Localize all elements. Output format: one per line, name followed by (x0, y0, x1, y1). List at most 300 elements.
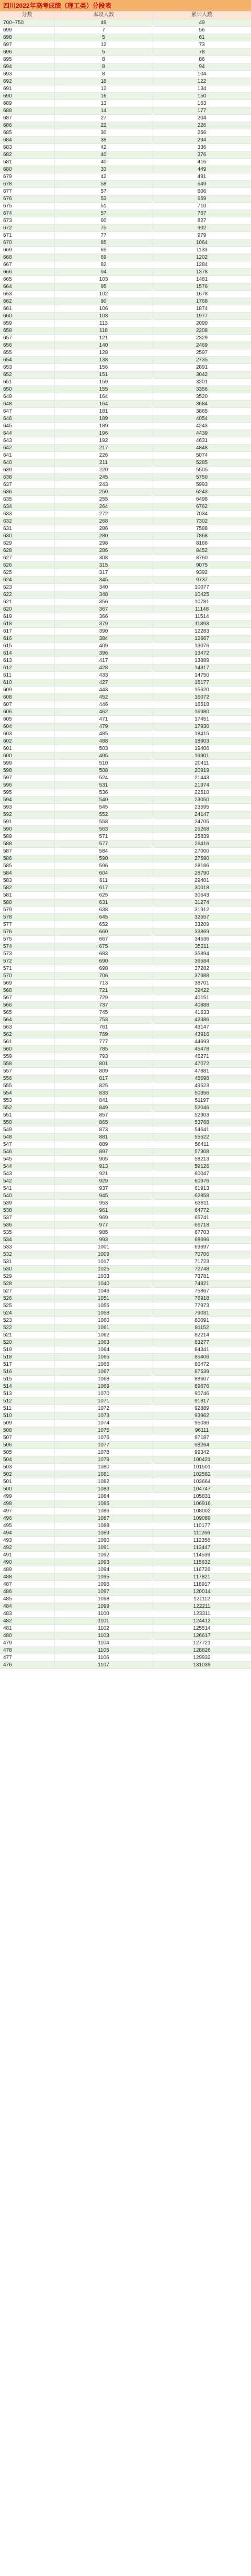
table-row (0, 583, 251, 591)
cumulative-count-cell: 3042 (153, 371, 251, 378)
segment-count-cell: 308 (54, 554, 153, 561)
score-cell: 540 (0, 1192, 54, 1199)
table-row (0, 928, 251, 935)
table-row (0, 1573, 251, 1580)
segment-count-cell: 969 (54, 1214, 153, 1221)
column-header-cumulative-count: 累计人数 (153, 12, 251, 19)
segment-count-cell: 849 (54, 1104, 153, 1111)
segment-count-cell: 82 (54, 261, 153, 268)
score-cell: 680 (0, 165, 54, 173)
segment-count-cell: 1063 (54, 1339, 153, 1346)
score-cell: 604 (0, 723, 54, 730)
segment-count-cell: 1055 (54, 1302, 153, 1309)
table-row (0, 1331, 251, 1339)
table-row (0, 1207, 251, 1214)
cumulative-count-cell: 84341 (153, 1346, 251, 1353)
table-row (0, 1119, 251, 1126)
cumulative-count-cell: 115632 (153, 1558, 251, 1566)
cumulative-count-cell: 50356 (153, 1089, 251, 1097)
table-row (0, 407, 251, 415)
table-row (0, 107, 251, 114)
segment-count-cell: 604 (54, 869, 153, 877)
score-cell: 699 (0, 26, 54, 34)
cumulative-count-cell: 7868 (153, 532, 251, 539)
table-row (0, 385, 251, 393)
table-row (0, 1602, 251, 1610)
score-cell: 610 (0, 679, 54, 686)
table-row (0, 1280, 251, 1287)
segment-count-cell: 1107 (54, 1661, 153, 1668)
segment-count-cell: 140 (54, 341, 153, 349)
table-row (0, 1317, 251, 1324)
score-cell: 648 (0, 400, 54, 407)
table-row (0, 547, 251, 554)
segment-count-cell: 243 (54, 481, 153, 488)
table-row (0, 862, 251, 869)
cumulative-count-cell: 6498 (153, 495, 251, 503)
table-row (0, 481, 251, 488)
score-cell: 563 (0, 1023, 54, 1031)
table-row (0, 349, 251, 356)
cumulative-count-cell: 113447 (153, 1544, 251, 1551)
table-row (0, 1661, 251, 1668)
cumulative-count-cell: 31274 (153, 899, 251, 906)
cumulative-count-cell: 659 (153, 195, 251, 202)
table-row (0, 1060, 251, 1067)
segment-count-cell: 345 (54, 576, 153, 583)
cumulative-count-cell: 5993 (153, 481, 251, 488)
table-row (0, 451, 251, 459)
score-cell: 678 (0, 180, 54, 187)
segment-count-cell: 113 (54, 319, 153, 327)
cumulative-count-cell: 43147 (153, 1023, 251, 1031)
cumulative-count-cell: 53768 (153, 1119, 251, 1126)
segment-count-cell: 1103 (54, 1632, 153, 1639)
table-row (0, 1566, 251, 1573)
score-cell: 690 (0, 92, 54, 99)
score-cell: 488 (0, 1573, 54, 1580)
cumulative-count-cell: 11893 (153, 620, 251, 627)
table-row (0, 847, 251, 855)
segment-count-cell: 1101 (54, 1617, 153, 1624)
table-row (0, 78, 251, 85)
segment-count-cell: 1082 (54, 1478, 153, 1485)
table-row (0, 935, 251, 943)
segment-count-cell: 508 (54, 767, 153, 774)
score-cell: 683 (0, 143, 54, 151)
cumulative-count-cell: 73781 (153, 1273, 251, 1280)
cumulative-count-cell: 35894 (153, 950, 251, 957)
cumulative-count-cell: 33209 (153, 921, 251, 928)
cumulative-count-cell: 1481 (153, 275, 251, 283)
table-row (0, 671, 251, 679)
table-row (0, 693, 251, 701)
score-cell: 643 (0, 437, 54, 444)
table-row (0, 972, 251, 979)
cumulative-count-cell: 30643 (153, 891, 251, 899)
table-row (0, 532, 251, 539)
table-row (0, 1053, 251, 1060)
segment-count-cell: 1046 (54, 1287, 153, 1295)
table-row (0, 187, 251, 195)
segment-count-cell: 1066 (54, 1361, 153, 1368)
score-cell: 544 (0, 1163, 54, 1170)
table-row (0, 341, 251, 349)
score-cell: 599 (0, 759, 54, 767)
segment-count-cell: 462 (54, 708, 153, 715)
score-cell: 564 (0, 1016, 54, 1023)
table-row (0, 635, 251, 642)
cumulative-count-cell: 18415 (153, 730, 251, 737)
cumulative-count-cell: 108002 (153, 1507, 251, 1514)
table-row (0, 1001, 251, 1009)
segment-count-cell: 159 (54, 378, 153, 385)
cumulative-count-cell: 63811 (153, 1199, 251, 1207)
score-cell: 489 (0, 1566, 54, 1573)
score-cell: 689 (0, 99, 54, 107)
table-row (0, 715, 251, 723)
table-row (0, 1031, 251, 1038)
table-row (0, 598, 251, 605)
score-cell: 693 (0, 70, 54, 78)
score-cell: 618 (0, 620, 54, 627)
cumulative-count-cell: 134 (153, 85, 251, 92)
score-cell: 677 (0, 187, 54, 195)
segment-count-cell: 857 (54, 1111, 153, 1119)
score-cell: 669 (0, 246, 54, 253)
cumulative-count-cell: 54641 (153, 1126, 251, 1133)
score-cell: 626 (0, 561, 54, 569)
segment-count-cell: 545 (54, 803, 153, 811)
segment-count-cell: 793 (54, 1053, 153, 1060)
score-cell: 665 (0, 275, 54, 283)
table-row (0, 1045, 251, 1053)
cumulative-count-cell: 40888 (153, 1001, 251, 1009)
segment-count-cell: 785 (54, 1045, 153, 1053)
cumulative-count-cell: 14317 (153, 664, 251, 671)
cumulative-count-cell: 767 (153, 209, 251, 217)
segment-count-cell: 631 (54, 899, 153, 906)
score-cell: 668 (0, 253, 54, 261)
score-cell: 554 (0, 1089, 54, 1097)
segment-count-cell: 833 (54, 1089, 153, 1097)
score-cell: 519 (0, 1346, 54, 1353)
score-cell: 497 (0, 1507, 54, 1514)
score-cell: 515 (0, 1375, 54, 1383)
score-cell: 550 (0, 1119, 54, 1126)
table-row (0, 473, 251, 481)
segment-count-cell: 865 (54, 1119, 153, 1126)
segment-count-cell: 801 (54, 1060, 153, 1067)
table-row (0, 1514, 251, 1522)
score-cell: 600 (0, 752, 54, 759)
cumulative-count-cell: 88607 (153, 1375, 251, 1383)
table-row (0, 1412, 251, 1419)
segment-count-cell: 897 (54, 1148, 153, 1155)
table-body (0, 19, 251, 1668)
table-row (0, 1148, 251, 1155)
score-cell: 619 (0, 613, 54, 620)
score-cell: 577 (0, 921, 54, 928)
segment-count-cell: 272 (54, 510, 153, 517)
segment-count-cell: 69 (54, 253, 153, 261)
segment-count-cell: 298 (54, 539, 153, 547)
score-distribution-table (0, 12, 251, 1669)
table-row (0, 745, 251, 752)
cumulative-count-cell: 127721 (153, 1639, 251, 1646)
segment-count-cell: 638 (54, 906, 153, 913)
cumulative-count-cell: 47881 (153, 1067, 251, 1075)
table-row (0, 1104, 251, 1111)
score-cell: 531 (0, 1258, 54, 1265)
table-row (0, 444, 251, 451)
cumulative-count-cell: 163 (153, 99, 251, 107)
segment-count-cell: 409 (54, 642, 153, 649)
cumulative-count-cell: 979 (153, 231, 251, 239)
segment-count-cell: 30 (54, 129, 153, 136)
segment-count-cell: 1092 (54, 1551, 153, 1558)
score-cell: 481 (0, 1624, 54, 1632)
cumulative-count-cell: 3865 (153, 407, 251, 415)
cumulative-count-cell: 376 (153, 151, 251, 158)
table-row (0, 422, 251, 429)
score-cell: 597 (0, 774, 54, 781)
score-cell: 495 (0, 1522, 54, 1529)
cumulative-count-cell: 74821 (153, 1280, 251, 1287)
segment-count-cell: 356 (54, 598, 153, 605)
cumulative-count-cell: 10425 (153, 591, 251, 598)
score-cell: 629 (0, 539, 54, 547)
segment-count-cell: 1098 (54, 1595, 153, 1602)
segment-count-cell: 552 (54, 811, 153, 818)
score-cell: 553 (0, 1097, 54, 1104)
score-cell: 591 (0, 818, 54, 825)
table-row (0, 605, 251, 613)
cumulative-count-cell: 15177 (153, 679, 251, 686)
cumulative-count-cell: 68696 (153, 1236, 251, 1243)
cumulative-count-cell: 111266 (153, 1529, 251, 1536)
score-cell: 606 (0, 708, 54, 715)
cumulative-count-cell: 97187 (153, 1434, 251, 1441)
cumulative-count-cell: 10077 (153, 583, 251, 591)
table-row (0, 1295, 251, 1302)
score-cell: 612 (0, 664, 54, 671)
cumulative-count-cell: 60047 (153, 1170, 251, 1177)
table-row (0, 840, 251, 847)
cumulative-count-cell: 1378 (153, 268, 251, 275)
table-row (0, 415, 251, 422)
cumulative-count-cell: 125514 (153, 1624, 251, 1632)
cumulative-count-cell: 117821 (153, 1573, 251, 1580)
segment-count-cell: 536 (54, 789, 153, 796)
segment-count-cell: 913 (54, 1163, 153, 1170)
segment-count-cell: 40 (54, 158, 153, 165)
cumulative-count-cell: 5750 (153, 473, 251, 481)
segment-count-cell: 584 (54, 847, 153, 855)
score-cell: 603 (0, 730, 54, 737)
cumulative-count-cell: 66718 (153, 1221, 251, 1229)
table-row (0, 1383, 251, 1390)
score-cell: 672 (0, 224, 54, 231)
table-row (0, 70, 251, 78)
segment-count-cell: 1077 (54, 1441, 153, 1449)
cumulative-count-cell: 106916 (153, 1500, 251, 1507)
table-row (0, 877, 251, 884)
segment-count-cell: 396 (54, 649, 153, 657)
score-cell: 675 (0, 202, 54, 209)
cumulative-count-cell: 449 (153, 165, 251, 173)
cumulative-count-cell: 81152 (153, 1324, 251, 1331)
segment-count-cell: 1104 (54, 1639, 153, 1646)
segment-count-cell: 698 (54, 965, 153, 972)
segment-count-cell: 590 (54, 855, 153, 862)
table-row (0, 1485, 251, 1492)
score-cell: 500 (0, 1485, 54, 1492)
score-cell: 530 (0, 1265, 54, 1273)
score-cell: 624 (0, 576, 54, 583)
table-row (0, 34, 251, 41)
score-cell: 549 (0, 1126, 54, 1133)
segment-count-cell: 524 (54, 774, 153, 781)
table-row (0, 1390, 251, 1397)
table-row (0, 1617, 251, 1624)
segment-count-cell: 12 (54, 85, 153, 92)
score-cell: 623 (0, 583, 54, 591)
table-row (0, 209, 251, 217)
segment-count-cell: 12 (54, 41, 153, 48)
cumulative-count-cell: 25839 (153, 833, 251, 840)
score-cell: 558 (0, 1060, 54, 1067)
score-cell: 479 (0, 1639, 54, 1646)
score-cell: 666 (0, 268, 54, 275)
table-row (0, 459, 251, 466)
table-row (0, 143, 251, 151)
table-row (0, 752, 251, 759)
segment-count-cell: 510 (54, 759, 153, 767)
table-row (0, 495, 251, 503)
segment-count-cell: 1058 (54, 1309, 153, 1317)
segment-count-cell: 390 (54, 627, 153, 635)
table-row (0, 957, 251, 965)
score-cell: 682 (0, 151, 54, 158)
score-cell: 570 (0, 972, 54, 979)
segment-count-cell: 471 (54, 715, 153, 723)
table-row (0, 1368, 251, 1375)
cumulative-count-cell: 34536 (153, 935, 251, 943)
score-cell: 506 (0, 1441, 54, 1449)
segment-count-cell: 1073 (54, 1412, 153, 1419)
table-row (0, 19, 251, 26)
table-row (0, 1339, 251, 1346)
score-cell: 486 (0, 1588, 54, 1595)
score-cell: 490 (0, 1558, 54, 1566)
score-cell: 681 (0, 158, 54, 165)
cumulative-count-cell: 85406 (153, 1353, 251, 1361)
table-row (0, 730, 251, 737)
segment-count-cell: 881 (54, 1133, 153, 1141)
cumulative-count-cell: 80091 (153, 1317, 251, 1324)
segment-count-cell: 1086 (54, 1507, 153, 1514)
segment-count-cell: 769 (54, 1031, 153, 1038)
score-cell: 483 (0, 1610, 54, 1617)
cumulative-count-cell: 52046 (153, 1104, 251, 1111)
score-cell: 516 (0, 1368, 54, 1375)
segment-count-cell: 1040 (54, 1280, 153, 1287)
score-cell: 503 (0, 1463, 54, 1471)
score-cell: 543 (0, 1170, 54, 1177)
score-cell: 480 (0, 1632, 54, 1639)
table-row (0, 1251, 251, 1258)
score-cell: 567 (0, 994, 54, 1001)
score-cell: 589 (0, 833, 54, 840)
score-cell: 521 (0, 1331, 54, 1339)
table-row (0, 1361, 251, 1368)
score-cell: 617 (0, 627, 54, 635)
table-row (0, 517, 251, 525)
score-cell: 487 (0, 1580, 54, 1588)
segment-count-cell: 540 (54, 796, 153, 803)
segment-count-cell: 817 (54, 1075, 153, 1082)
table-row (0, 114, 251, 121)
score-cell: 498 (0, 1500, 54, 1507)
table-row (0, 1449, 251, 1456)
score-cell: 636 (0, 488, 54, 495)
cumulative-count-cell: 83277 (153, 1339, 251, 1346)
table-row (0, 217, 251, 224)
table-row (0, 1441, 251, 1449)
score-cell: 611 (0, 671, 54, 679)
segment-count-cell: 433 (54, 671, 153, 679)
score-cell: 499 (0, 1492, 54, 1500)
table-row (0, 253, 251, 261)
table-row (0, 1214, 251, 1221)
score-cell: 520 (0, 1339, 54, 1346)
cumulative-count-cell: 87539 (153, 1368, 251, 1375)
cumulative-count-cell: 3684 (153, 400, 251, 407)
segment-count-cell: 625 (54, 891, 153, 899)
score-cell: 555 (0, 1082, 54, 1089)
table-header-row (0, 12, 251, 19)
table-row (0, 664, 251, 671)
segment-count-cell: 138 (54, 356, 153, 363)
cumulative-count-cell: 118917 (153, 1580, 251, 1588)
segment-count-cell: 1089 (54, 1529, 153, 1536)
cumulative-count-cell: 2891 (153, 363, 251, 371)
segment-count-cell: 366 (54, 613, 153, 620)
score-cell: 659 (0, 319, 54, 327)
segment-count-cell: 128 (54, 349, 153, 356)
segment-count-cell: 745 (54, 1009, 153, 1016)
table-row (0, 965, 251, 972)
score-cell: 496 (0, 1514, 54, 1522)
segment-count-cell: 1065 (54, 1353, 153, 1361)
segment-count-cell: 8 (54, 63, 153, 70)
segment-count-cell: 977 (54, 1221, 153, 1229)
table-row (0, 1126, 251, 1133)
cumulative-count-cell: 4243 (153, 422, 251, 429)
segment-count-cell: 367 (54, 605, 153, 613)
segment-count-cell: 645 (54, 913, 153, 921)
segment-count-cell: 777 (54, 1038, 153, 1045)
segment-count-cell: 1081 (54, 1471, 153, 1478)
cumulative-count-cell: 112356 (153, 1536, 251, 1544)
score-cell: 547 (0, 1141, 54, 1148)
table-row (0, 613, 251, 620)
cumulative-count-cell: 20919 (153, 767, 251, 774)
cumulative-count-cell: 226 (153, 121, 251, 129)
cumulative-count-cell: 20411 (153, 759, 251, 767)
segment-count-cell: 485 (54, 730, 153, 737)
